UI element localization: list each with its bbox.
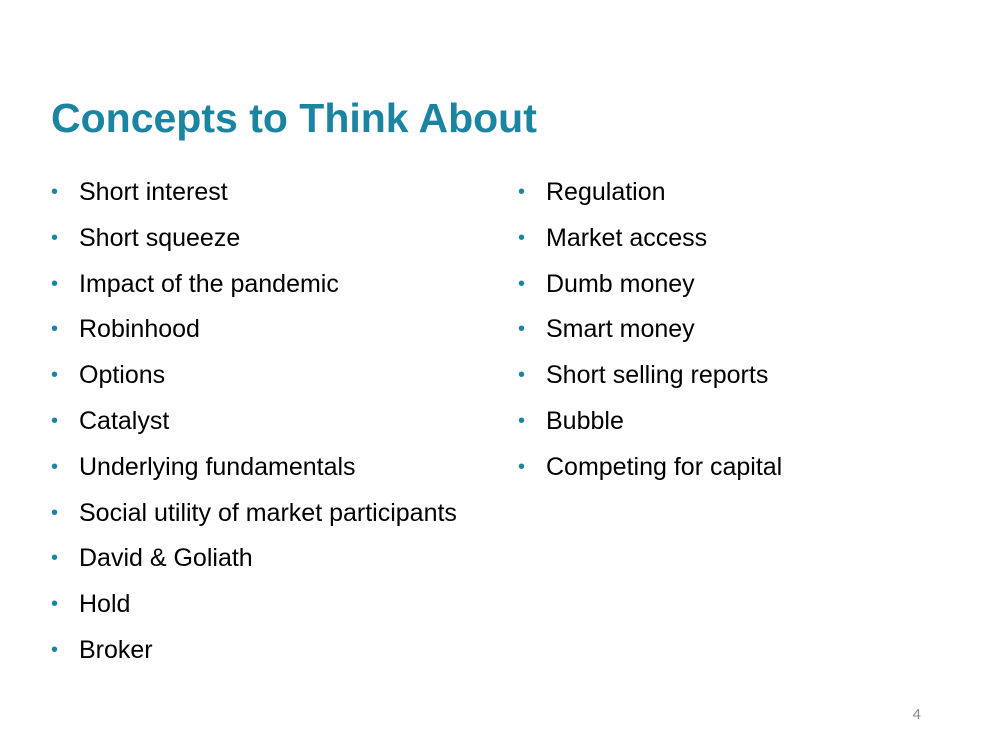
- bullet-list-left: [51, 175, 511, 679]
- list-item-text: Bubble: [546, 406, 624, 435]
- list-item: [518, 450, 958, 496]
- list-item: [51, 541, 511, 587]
- list-item-text: David & Goliath: [79, 544, 253, 573]
- list-item-text: Options: [79, 361, 166, 390]
- bullet-icon: •: [51, 318, 59, 341]
- list-item: [51, 175, 511, 221]
- list-item: [51, 267, 511, 313]
- bullet-icon: •: [518, 455, 526, 478]
- bullet-icon: •: [51, 409, 59, 432]
- list-item-text: Social utility of market participants: [79, 498, 457, 527]
- bullet-icon: •: [51, 181, 59, 203]
- list-item: [518, 221, 958, 267]
- bullet-icon: •: [51, 593, 59, 616]
- bullet-icon: •: [518, 181, 526, 203]
- list-item-text: Market access: [546, 223, 708, 252]
- list-item-text: Short interest: [79, 178, 228, 206]
- list-item: [51, 496, 511, 542]
- list-item: [51, 312, 511, 358]
- list-item-text: Short selling reports: [546, 361, 769, 390]
- list-item-text: Robinhood: [79, 315, 200, 344]
- bullet-icon: •: [51, 638, 59, 661]
- bullet-icon: •: [518, 272, 526, 295]
- bullet-icon: •: [51, 501, 59, 524]
- list-item-text: Smart money: [546, 315, 695, 344]
- list-item: [518, 358, 958, 404]
- list-item: [518, 404, 958, 450]
- bullet-icon: •: [518, 364, 526, 387]
- list-item: [518, 267, 958, 313]
- list-item-text: Broker: [79, 635, 153, 664]
- bullet-list-right: [518, 175, 958, 496]
- bullet-icon: •: [51, 547, 59, 570]
- bullet-icon: •: [518, 226, 526, 249]
- list-item-text: Impact of the pandemic: [79, 269, 339, 298]
- bullet-icon: •: [51, 226, 59, 249]
- list-item-text: Hold: [79, 590, 131, 619]
- bullet-icon: •: [51, 364, 59, 387]
- slide-title: Concepts to Think About: [51, 95, 537, 141]
- list-item-text: Competing for capital: [546, 452, 783, 481]
- bullet-icon: •: [518, 409, 526, 432]
- list-item: [51, 587, 511, 633]
- list-item: [51, 404, 511, 450]
- page-number: 4: [912, 706, 921, 723]
- list-item: [518, 175, 958, 221]
- list-item: [51, 450, 511, 496]
- list-item: [51, 221, 511, 267]
- list-item-text: Dumb money: [546, 269, 695, 298]
- list-item: [51, 633, 511, 679]
- list-item: [51, 358, 511, 404]
- bullet-icon: •: [51, 455, 59, 478]
- list-item-text: Underlying fundamentals: [79, 452, 356, 481]
- bullet-icon: •: [51, 272, 59, 295]
- list-item-text: Regulation: [546, 178, 666, 206]
- list-item-text: Catalyst: [79, 406, 170, 435]
- list-item: [518, 312, 958, 358]
- list-item-text: Short squeeze: [79, 223, 241, 252]
- bullet-icon: •: [518, 318, 526, 341]
